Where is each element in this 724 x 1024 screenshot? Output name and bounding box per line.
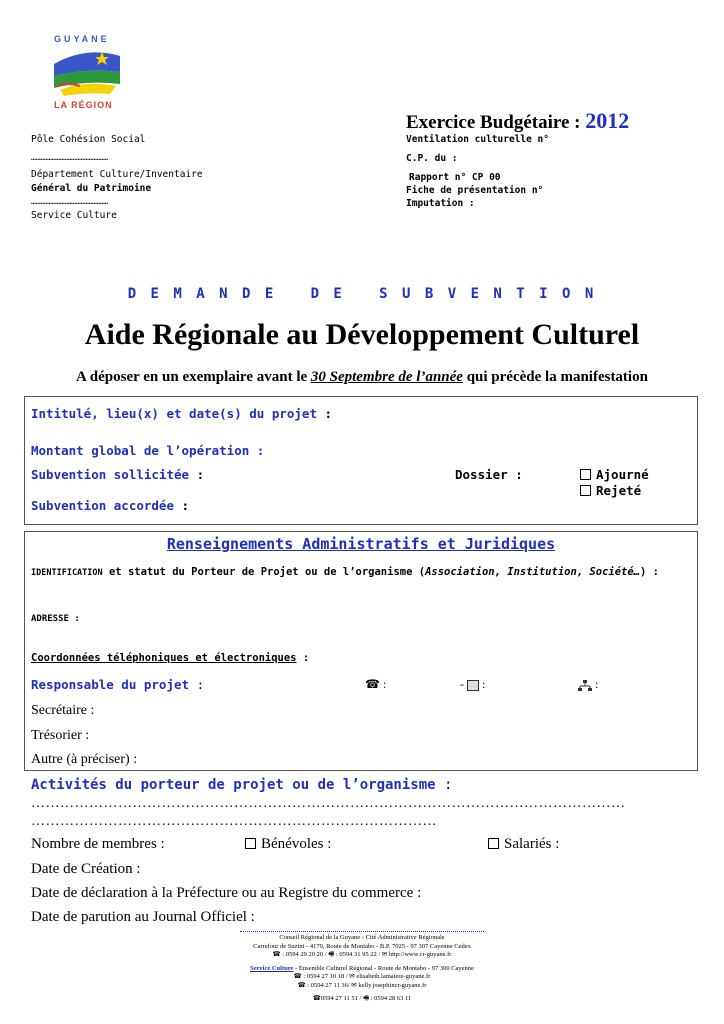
- declaration-field[interactable]: Date de déclaration à la Préfecture ou au Registre du commerce :: [31, 885, 422, 901]
- parution-field[interactable]: Date de parution au Journal Officiel :: [31, 909, 255, 925]
- main-title: Aide Régionale au Développement Culturel: [84, 318, 640, 351]
- imputation-field: Imputation :: [406, 198, 475, 209]
- pole-label: Pôle Cohésion Social: [31, 134, 146, 145]
- salaries-checkbox[interactable]: [488, 836, 559, 853]
- network-icon: [578, 680, 592, 691]
- footer: [160, 934, 564, 1003]
- coordonnees-colon: :: [296, 652, 310, 664]
- fax-prefix: -: [460, 677, 467, 691]
- checkbox-icon: [580, 469, 591, 480]
- ajourne-label: Ajourné: [596, 467, 649, 482]
- intitule-colon: :: [316, 406, 333, 421]
- secretaire-field[interactable]: Secrétaire :: [31, 703, 95, 718]
- intitule-field[interactable]: [31, 406, 332, 421]
- checkbox-icon: [580, 485, 591, 496]
- footer-line-7: ☎0594 27 11 51 / 🖷 : 0594 28 63 11: [312, 994, 412, 1002]
- dots-separator: …………………………………………: [31, 152, 109, 162]
- tresorier-field[interactable]: Trésorier :: [31, 728, 90, 743]
- responsable-field[interactable]: [31, 677, 204, 692]
- dept-label-2: Général du Patrimoine: [31, 182, 152, 194]
- salaries-label: Salariés :: [504, 836, 560, 852]
- footer-line-5[interactable]: ☎ : 0594 27 10 18 / ✉ elisabeth.lamaiere-guyane.fr: [293, 973, 431, 981]
- responsable-label: Responsable du projet: [31, 677, 190, 692]
- admin-heading: Renseignements Administratifs et Juridiques: [166, 535, 556, 553]
- footer-service-link[interactable]: Service Culture: [250, 964, 294, 972]
- coordonnees-text: Coordonnées téléphoniques et électroniques: [31, 652, 297, 664]
- subtitle-after: qui précède la manifestation: [462, 369, 648, 385]
- responsable-colon: :: [189, 677, 205, 692]
- membres-field[interactable]: Nombre de membres :: [31, 836, 165, 852]
- accordee-label: Subvention accordée: [31, 498, 174, 513]
- ident-end: ) :: [640, 566, 659, 578]
- identification-field[interactable]: [31, 566, 659, 578]
- fax-colon: :: [479, 677, 486, 691]
- telephone-colon: :: [379, 677, 387, 691]
- footer-rule: [240, 931, 484, 932]
- header-left: [31, 133, 203, 222]
- fax-field[interactable]: [460, 677, 485, 692]
- activities-heading: [31, 777, 452, 793]
- montant-field[interactable]: Montant global de l’opération :: [31, 443, 265, 458]
- telephone-icon: ☎: [365, 677, 380, 691]
- footer-line-1: Conseil Régional de la Guyane - Cité Administrative Régionale: [279, 934, 445, 941]
- sollicitee-field[interactable]: [31, 467, 204, 482]
- checkbox-icon: [488, 838, 499, 849]
- rejete-label: Rejeté: [596, 483, 642, 498]
- autre-field[interactable]: Autre (à préciser) :: [31, 752, 138, 767]
- dossier-label: Dossier :: [455, 467, 523, 482]
- header-right-fields: [406, 133, 549, 210]
- benevoles-label: Bénévoles :: [261, 836, 332, 852]
- demande-heading: D E M A N D E D E S U B V E N T I O N: [127, 286, 597, 302]
- creation-field[interactable]: Date de Création :: [31, 861, 141, 877]
- activities-dots-line-2[interactable]: …………………………………………………………………………: [31, 814, 437, 829]
- logo-bottom-text: LA RÉGION: [54, 100, 113, 110]
- footer-line-4-rest: - Ensemble Culturel Régional - Route de Montabo - 97 300 Cayenne: [293, 964, 474, 972]
- benevoles-checkbox[interactable]: [245, 836, 331, 853]
- footer-line-3: ☎ : 0594 29 20 20 / 🖷 : 0594 31 95 22 / ✉ http://www.cr-guyane.fr: [272, 951, 452, 959]
- sollicitee-colon: :: [189, 467, 205, 482]
- cp-field: C.P. du :: [406, 153, 458, 164]
- accordee-colon: :: [174, 498, 190, 513]
- adresse-field[interactable]: ADRESSE :: [31, 614, 80, 624]
- rapport-field: Rapport n° CP 00: [409, 172, 501, 183]
- coordonnees-label: [31, 652, 309, 664]
- telephone-field[interactable]: [365, 677, 386, 692]
- ident-caps: IDENTIFICATION: [31, 568, 103, 578]
- ident-italic: Association, Institution, Société…: [425, 566, 640, 578]
- exercise-year: 2012: [585, 108, 630, 133]
- intitule-label: Intitulé, lieu(x) et date(s) du projet: [31, 406, 317, 421]
- subtitle: [0, 369, 724, 386]
- ventilation-field: Ventilation culturelle n°: [406, 134, 549, 145]
- checkbox-icon: [245, 838, 256, 849]
- activities-dots-line-1[interactable]: ……………………………………………………………………………………………………………: [31, 796, 626, 811]
- network-colon: :: [592, 677, 599, 691]
- fax-icon: [467, 680, 479, 691]
- rejete-checkbox[interactable]: [580, 483, 641, 498]
- ajourne-checkbox[interactable]: [580, 467, 649, 482]
- logo-emblem: [50, 46, 122, 98]
- activities-label: Activités du porteur de projet ou de l’organisme: [31, 777, 436, 793]
- fiche-field: Fiche de présentation n°: [406, 185, 544, 196]
- dots-separator-2: …………………………………………: [31, 197, 109, 206]
- footer-line-6[interactable]: ☎ : 0594 27 11 36/ ✉ kelly.josephincr-guyane.fr: [297, 981, 427, 989]
- dept-label: Département Culture/Inventaire: [31, 169, 203, 180]
- service-label: Service Culture: [31, 209, 117, 221]
- region-logo: [44, 34, 124, 114]
- network-field[interactable]: [578, 677, 598, 692]
- ident-rest: et statut du Porteur de Projet ou de l’organisme (: [102, 566, 426, 578]
- subtitle-date: 30 Septembre de l’année: [310, 369, 463, 385]
- exercise-label: Exercice Budgétaire :: [406, 112, 581, 133]
- exercise-title: [406, 108, 629, 134]
- accordee-field[interactable]: [31, 498, 189, 513]
- subtitle-before: A déposer en un exemplaire avant le: [76, 369, 311, 385]
- activities-colon: :: [435, 777, 453, 793]
- footer-line-2: Carrefour de Suzini - 4179, Route de Montabo - B.P. 7025 - 97 307 Cayenne Cedex: [253, 942, 471, 950]
- logo-top-text: GUYANE: [54, 34, 110, 44]
- sollicitee-label: Subvention sollicitée: [31, 467, 190, 482]
